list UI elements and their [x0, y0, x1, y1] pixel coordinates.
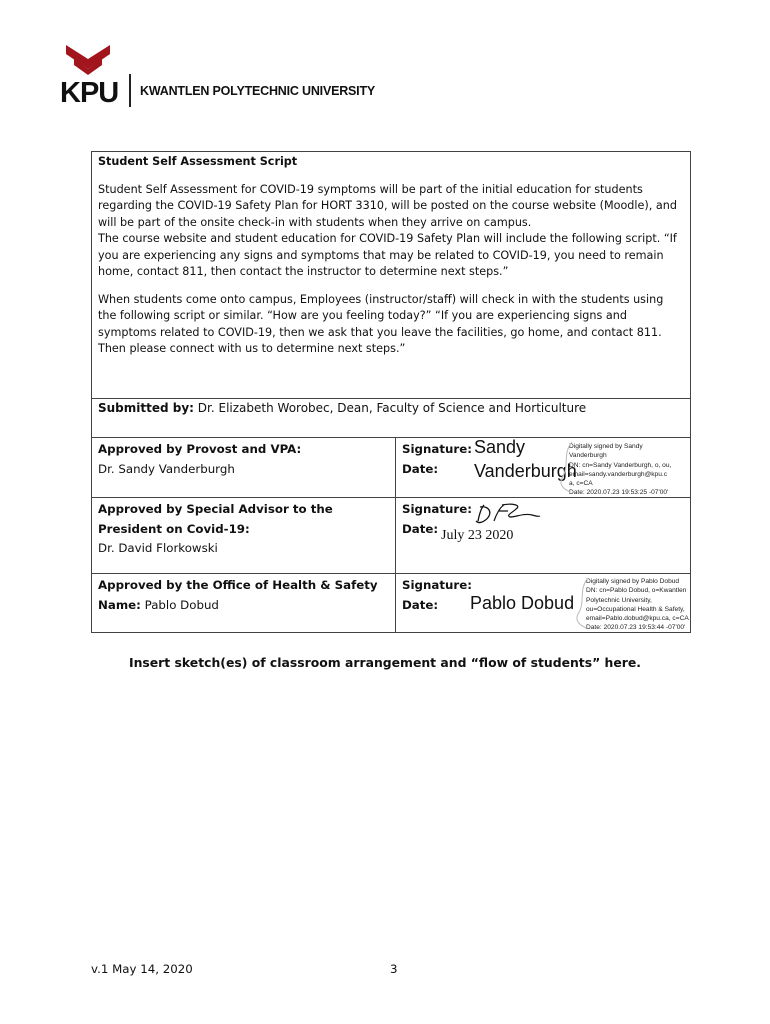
signature-cell	[396, 438, 690, 497]
approver-name: Dr. David Florkowski	[98, 541, 218, 555]
approval-label: Approved by Provost and VPA:	[98, 442, 302, 456]
kpu-logo-mark	[66, 45, 110, 80]
submitted-value: Dr. Elizabeth Worobec, Dean, Faculty of Science and Horticulture	[193, 401, 587, 415]
signature-cell	[396, 498, 690, 573]
script-paragraph-2: The course website and student education for COVID-19 Safety Plan will include the following script. “If you are experiencing any signs and symptoms that may be related to COVID-19, you need to remain home, contact 811, then contact the instructor to determine next steps.”	[98, 232, 677, 278]
digital-line: Date: 2020.07.23 19:53:25 -07'00'	[569, 489, 669, 497]
submitted-row	[92, 399, 690, 438]
digital-line: DN: cn=Sandy Vanderburgh, o, ou,	[569, 461, 672, 469]
logo-divider	[129, 74, 131, 107]
script-paragraph-3: When students come onto campus, Employees (instructor/staff) will check in with the students using the following script or similar. “How are you feeling today?” “If you are experiencing signs and symptoms related to COVID-19, then we ask that you leave the facilities, go home, and contact 811. Then please connect with us to determine next steps.”	[98, 292, 664, 355]
digital-signature-stamp	[586, 577, 689, 633]
approval-label-cell	[92, 438, 396, 497]
signature-label: Signature:	[402, 442, 472, 456]
approval-label-cell	[92, 498, 396, 573]
script-title: Student Self Assessment Script	[98, 155, 298, 168]
handwritten-signature-icon	[472, 501, 542, 527]
digital-line: Date: 2020.07.23 19:53:44 -07'00'	[586, 624, 686, 632]
digital-line: a, c=CA	[569, 480, 593, 488]
date-label: Date:	[402, 597, 439, 612]
digital-line: email=sandy.vanderburgh@kpu.c	[569, 470, 668, 478]
signature-flourish-icon	[556, 440, 576, 494]
approval-row-provost	[92, 438, 690, 498]
sketch-heading: Insert sketch(es) of classroom arrangement and “flow of students” here.	[128, 655, 642, 670]
script-section	[92, 152, 690, 399]
submitted-label: Submitted by:	[98, 401, 194, 415]
date-label: Date:	[402, 521, 439, 536]
page-number: 3	[390, 962, 398, 976]
digital-line: Digitally signed by Sandy	[569, 443, 643, 450]
approval-label: Approved by Special Advisor to the President on Covid-19:	[98, 502, 333, 536]
digital-signature-stamp	[569, 442, 671, 498]
signature-label: Signature:	[402, 578, 472, 592]
digital-line: ou=Occupational Health & Safety,	[586, 605, 685, 613]
handwritten-date: July 23 2020	[441, 528, 514, 543]
signature-name: Pablo Dobud	[470, 593, 575, 613]
approver-name: Dr. Sandy Vanderburgh	[98, 461, 235, 476]
digital-line: DN: cn=Pablo Dobud, o=Kwantlen	[586, 587, 687, 595]
digital-line: email=Pablo.dobud@kpu.ca, c=CA	[586, 615, 689, 623]
approval-label-cell	[92, 574, 396, 632]
signature-flourish-icon	[572, 576, 592, 630]
approval-row-health-safety	[92, 574, 690, 632]
signature-cell	[396, 574, 690, 632]
digital-line: Polytechnic University,	[586, 596, 652, 604]
signature-label: Signature:	[402, 502, 472, 516]
approver-name: Pablo Dobud	[140, 597, 219, 612]
digital-line: Vanderburgh	[569, 452, 607, 460]
signature-name-line1: Sandy	[474, 437, 526, 457]
safety-plan-table	[91, 151, 691, 633]
university-name: KWANTLEN POLYTECHNIC UNIVERSITY	[140, 84, 376, 98]
script-paragraph-1: Student Self Assessment for COVID-19 symptoms will be part of the initial education for students regarding the COVID-19 Safety Plan for HORT 3310, will be posted on the course website (Moodle), and will be part of the onsite check-in with students when they arrive on campus.	[98, 182, 677, 229]
footer-version: v.1 May 14, 2020	[91, 962, 193, 976]
logo-abbreviation: KPU	[60, 77, 119, 109]
approval-label: Approved by the Office of Health & Safety Name:	[98, 578, 378, 612]
date-label: Date:	[402, 461, 439, 476]
approval-row-special-advisor	[92, 498, 690, 574]
digital-line: Digitally signed by Pablo Dobud	[586, 578, 680, 585]
signature-name-line2: Vanderburgh	[474, 461, 577, 481]
